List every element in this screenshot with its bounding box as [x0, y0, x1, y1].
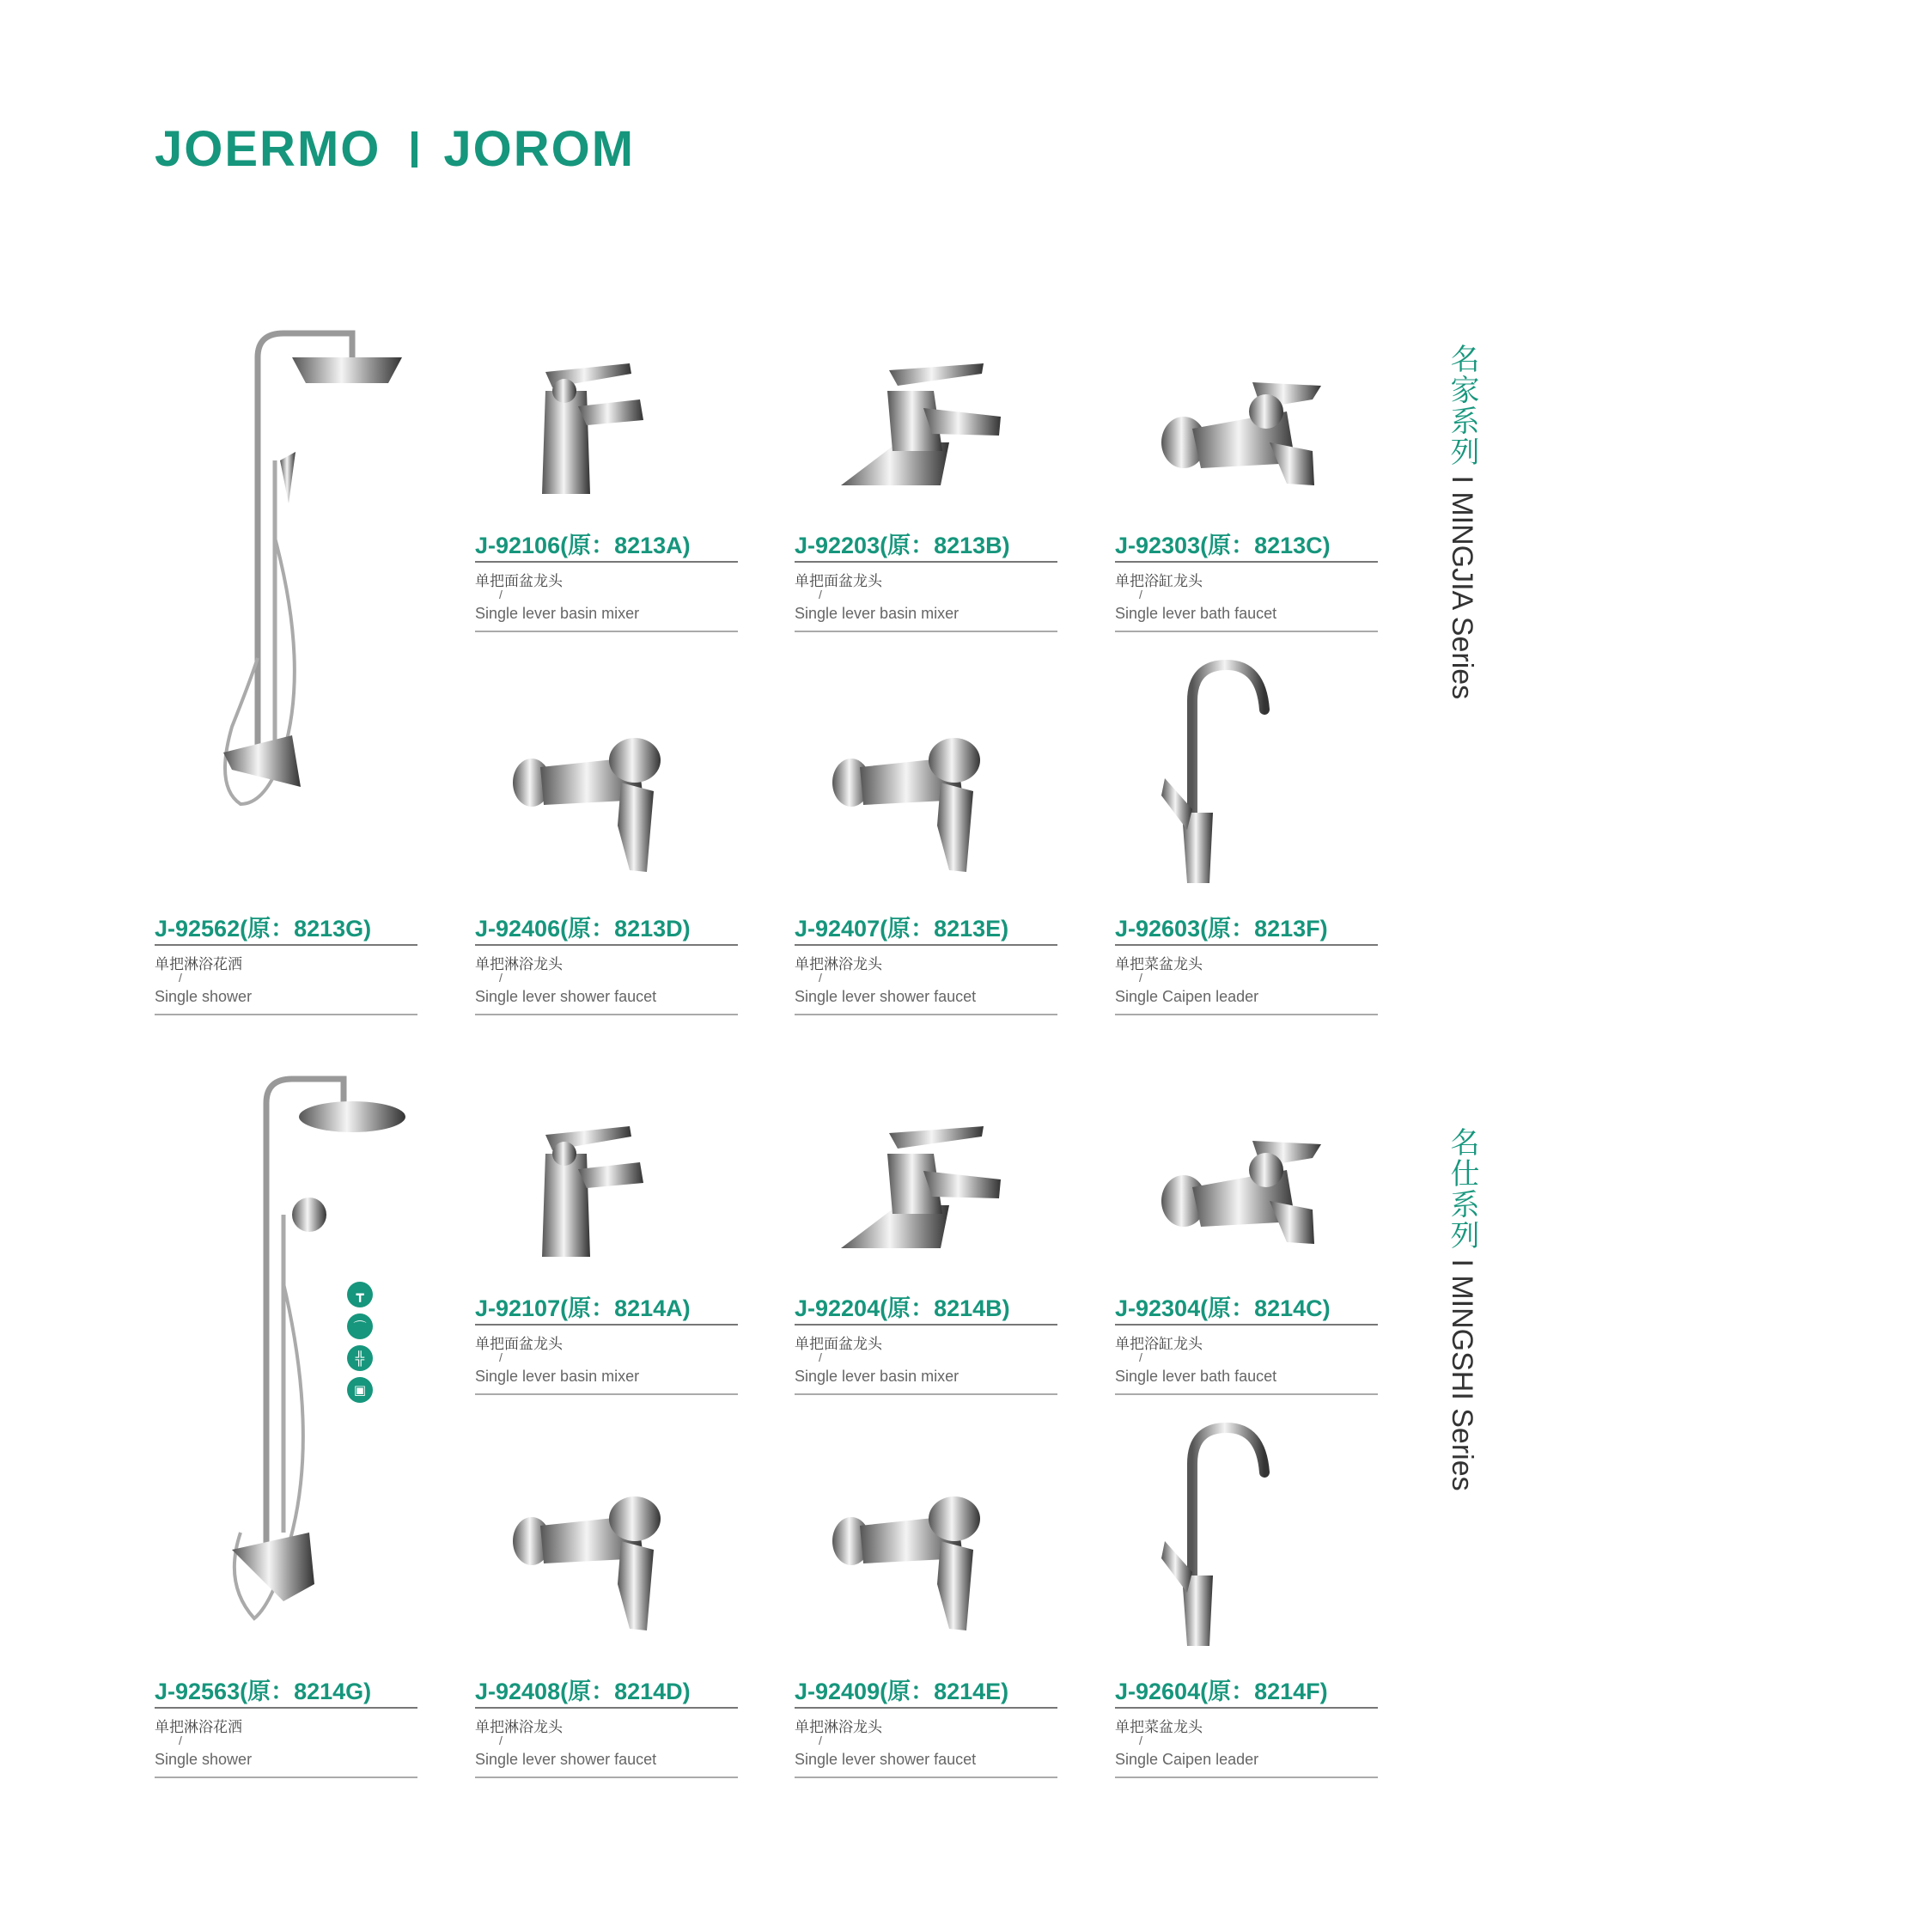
product-code: J-92203(原：8213B)	[795, 533, 1057, 563]
bottom-rule	[1115, 631, 1378, 632]
bottom-rule	[475, 1777, 738, 1778]
product-name-cn: 单把淋浴花洒	[155, 1719, 242, 1736]
name-separator: /	[179, 1734, 182, 1747]
product-name-cn: 单把浴缸龙头	[1115, 573, 1203, 590]
product-code: J-92563(原：8214G)	[155, 1679, 417, 1709]
product-code: J-92407(原：8213E)	[795, 916, 1057, 946]
product-name-en: Single lever shower faucet	[795, 1751, 977, 1768]
product-code: J-92303(原：8213C)	[1115, 533, 1378, 563]
series-mingshi	[1441, 1127, 1483, 1491]
product-code: J-92406(原：8213D)	[475, 916, 738, 946]
bath-faucet-icon	[1158, 374, 1330, 498]
product-name-cn: 单把菜盆龙头	[1115, 1719, 1203, 1736]
product-code: J-92409(原：8214E)	[795, 1679, 1057, 1709]
product-name-en: Single Caipen leader	[1115, 1751, 1259, 1768]
product-code: J-92604(原：8214F)	[1115, 1679, 1378, 1709]
brand-joermo: JOERMO	[155, 121, 381, 177]
product-name-en: Single lever bath faucet	[1115, 1368, 1277, 1385]
series-mingshi-en: I MINGSHI Series	[1446, 1259, 1478, 1491]
product-name-cn: 单把面盆龙头	[475, 1336, 563, 1353]
bottom-rule	[795, 631, 1057, 632]
product-name-cn: 单把淋浴龙头	[795, 956, 882, 973]
spout-icon: ╬	[347, 1345, 373, 1371]
product-name-cn: 单把面盆龙头	[795, 1336, 882, 1353]
product-code: J-92107(原：8214A)	[475, 1295, 738, 1326]
rain-shower-icon: ┳	[347, 1282, 373, 1307]
deck-basin-mixer-icon	[838, 357, 1009, 498]
product-name-cn: 单把浴缸龙头	[1115, 1336, 1203, 1353]
name-separator: /	[819, 1734, 822, 1747]
product-name-en: Single lever shower faucet	[475, 988, 657, 1005]
name-separator: /	[1139, 1350, 1142, 1364]
product-name-en: Single lever bath faucet	[1115, 605, 1277, 622]
shower-faucet-icon	[509, 731, 673, 881]
name-separator: /	[499, 588, 503, 601]
product-code: J-92204(原：8214B)	[795, 1295, 1057, 1326]
product-name-en: Single lever basin mixer	[795, 1368, 960, 1385]
product-name-cn: 单把菜盆龙头	[1115, 956, 1203, 973]
product-name-cn: 单把淋浴龙头	[795, 1719, 882, 1736]
name-separator: /	[499, 1350, 503, 1364]
bottom-rule	[795, 1393, 1057, 1395]
basin-mixer-icon	[527, 357, 647, 507]
name-separator: /	[819, 1350, 822, 1364]
kitchen-faucet-icon	[1158, 1421, 1278, 1657]
bottom-rule	[475, 1014, 738, 1015]
hand-shower-icon: ⌒	[347, 1313, 373, 1339]
name-separator: /	[179, 971, 182, 984]
kitchen-faucet-icon	[1158, 658, 1278, 894]
series-mingshi-cn: 名仕系列	[1445, 1127, 1479, 1251]
name-separator: /	[819, 588, 822, 601]
product-name-cn: 单把面盆龙头	[475, 573, 563, 590]
name-separator: /	[819, 971, 822, 984]
mixer-icon: ▣	[347, 1377, 373, 1403]
series-mingjia	[1441, 344, 1483, 699]
shower-set-round-icon	[215, 1069, 421, 1640]
bottom-rule	[1115, 1393, 1378, 1395]
name-separator: /	[1139, 971, 1142, 984]
product-name-cn: 单把面盆龙头	[795, 573, 882, 590]
product-name-cn: 单把淋浴花洒	[155, 956, 242, 973]
bath-faucet-icon	[1158, 1132, 1330, 1257]
deck-basin-mixer-icon	[838, 1119, 1009, 1261]
name-separator: /	[1139, 1734, 1142, 1747]
shower-set-icon	[206, 323, 412, 877]
product-code: J-92562(原：8213G)	[155, 916, 417, 946]
product-name-cn: 单把淋浴龙头	[475, 956, 563, 973]
product-name-en: Single lever basin mixer	[475, 1368, 640, 1385]
bottom-rule	[795, 1014, 1057, 1015]
product-name-en: Single lever basin mixer	[475, 605, 640, 622]
name-separator: /	[499, 971, 503, 984]
product-code: J-92106(原：8213A)	[475, 533, 738, 563]
product-name-en: Single lever basin mixer	[795, 605, 960, 622]
product-code: J-92408(原：8214D)	[475, 1679, 738, 1709]
product-name-en: Single shower	[155, 988, 253, 1005]
product-name-en: Single shower	[155, 1751, 253, 1768]
bottom-rule	[1115, 1777, 1378, 1778]
brand-divider	[411, 131, 417, 168]
product-name-cn: 单把淋浴龙头	[475, 1719, 563, 1736]
product-code: J-92603(原：8213F)	[1115, 916, 1378, 946]
bottom-rule	[155, 1777, 417, 1778]
series-mingjia-en: I MINGJIA Series	[1446, 475, 1478, 700]
name-separator: /	[499, 1734, 503, 1747]
bottom-rule	[1115, 1014, 1378, 1015]
series-mingjia-cn: 名家系列	[1445, 344, 1479, 467]
product-name-en: Single Caipen leader	[1115, 988, 1259, 1005]
product-name-en: Single lever shower faucet	[795, 988, 977, 1005]
bottom-rule	[155, 1014, 417, 1015]
shower-faucet-icon	[829, 1490, 992, 1640]
bottom-rule	[475, 631, 738, 632]
bottom-rule	[795, 1777, 1057, 1778]
product-code: J-92304(原：8214C)	[1115, 1295, 1378, 1326]
bottom-rule	[475, 1393, 738, 1395]
shower-faucet-icon	[829, 731, 992, 881]
basin-mixer-icon	[527, 1119, 647, 1270]
product-name-en: Single lever shower faucet	[475, 1751, 657, 1768]
brand-jorom: JOROM	[443, 121, 636, 177]
name-separator: /	[1139, 588, 1142, 601]
shower-faucet-icon	[509, 1490, 673, 1640]
brand-logo	[155, 120, 635, 178]
